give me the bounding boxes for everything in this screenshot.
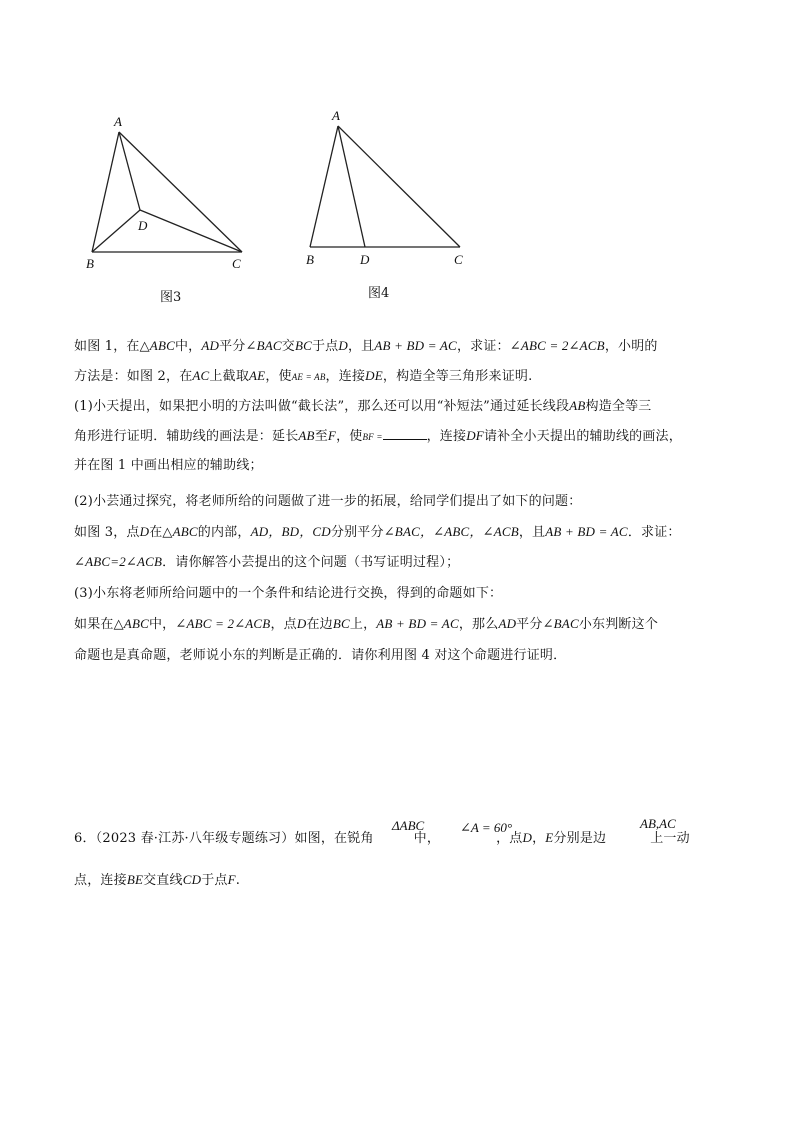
p6-sides-label: AB,AC [640,816,676,831]
fig4-segment-ac [338,126,460,247]
p6-triangle-label: ΔABC [392,818,425,833]
fig3-segment-ad [119,132,140,210]
fig3-segment-ac [119,132,242,252]
answer-blank[interactable] [383,427,427,440]
p5-line-3: (1)小天提出，如果把小明的方法叫做“截长法”，那么还可以用“补短法”通过延长线段AB构造全等三 [74,398,652,414]
fig3-label-d: D [138,218,148,233]
p5-line-8: ∠ABC=2∠ACB．请你解答小芸提出的这个问题（书写证明过程）； [74,554,460,570]
fig4-label-b: B [306,252,314,267]
fig3-label-a: A [114,114,122,129]
fig3-segment-cd [140,210,242,252]
p5-line-2: 方法是：如图 2，在AC上截取AE，使AE = AB，连接DE，构造全等三角形来证明. [74,368,533,384]
p5-line-5: 并在图 1 中画出相应的辅助线； [74,458,263,473]
p5-line-1: 如图 1，在△ABC中，AD平分∠BAC交BC于点D，且AB + BD = AC，求证：∠ABC = 2∠ACB，小明的 [74,338,658,354]
fig4-segment-ad [338,126,365,247]
fig4-label-c: C [454,252,463,267]
figure-4 [300,104,480,274]
question-number: 6． [74,831,96,846]
figure-4-diagram [300,104,480,274]
p5-line-10: 如果在△ABC中，∠ABC = 2∠ACB，点D在边BC上，AB + BD = AC，那么AD平分∠BAC小东判断这个 [74,616,659,632]
fig3-segment-ab [92,132,119,252]
p5-line-9: (3)小东将老师所给问题中的一个条件和结论进行交换，得到的命题如下： [74,586,503,601]
p6-line-1: 6．（2023 春·江苏·八年级专题练习）如图，在锐角 中， ，点D，E分别是边 上一动 [74,830,690,846]
fig4-segment-ab [310,126,338,247]
p5-line-4: 角形进行证明．辅助线的画法是：延长AB至F，使BF = ，连接DF请补全小天提出的辅助线的画法， [74,428,682,444]
p6-line-2: 点，连接BE交直线CD于点F. [74,872,241,888]
figure-3-diagram [80,110,270,280]
figure-3 [80,110,270,280]
fig4-label-a: A [332,108,340,123]
figure-3-caption: 图3 [160,290,182,305]
p6-angle-label: ∠A = 60° [460,820,513,835]
p5-line-11: 命题也是真命题，老师说小东的判断是正确的．请你利用图 4 对这个命题进行证明． [74,648,567,663]
p5-line-7: 如图 3，点D在△ABC的内部，AD，BD，CD分别平分∠BAC，∠ABC，∠ACB，且AB + BD = AC．求证： [74,524,681,540]
p5-line-6: (2)小芸通过探究，将老师所给的问题做了进一步的拓展，给同学们提出了如下的问题： [74,494,582,509]
figure-4-caption: 图4 [368,286,390,301]
fig3-label-b: B [86,256,94,271]
fig3-label-c: C [232,256,241,271]
fig4-label-d: D [360,252,370,267]
fig3-segment-bd [92,210,140,252]
